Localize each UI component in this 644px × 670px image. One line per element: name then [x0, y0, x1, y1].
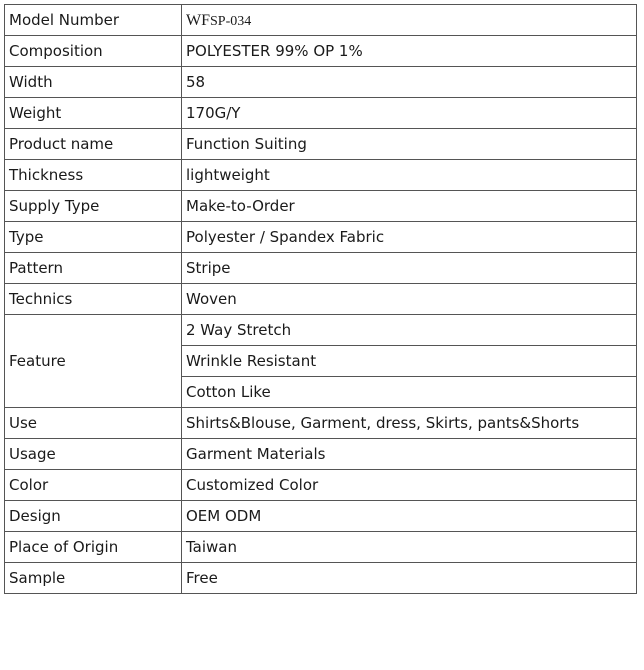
feature-value: Cotton Like — [182, 377, 637, 408]
table-row — [5, 98, 637, 129]
row-value: POLYESTER 99% OP 1% — [182, 36, 637, 67]
table-row — [5, 439, 637, 470]
row-value: Taiwan — [182, 532, 637, 563]
table-row — [5, 315, 637, 346]
use-value: Shirts&Blouse, Garment, dress, Skirts, pants&Shorts — [182, 408, 637, 439]
table-row — [5, 501, 637, 532]
model-suffix: SP-034 — [210, 13, 252, 29]
table-row — [5, 160, 637, 191]
row-value: Function Suiting — [182, 129, 637, 160]
product-spec-table — [4, 4, 637, 594]
use-label: Use — [5, 408, 182, 439]
model-prefix: WF — [186, 11, 210, 29]
row-value: 58 — [182, 67, 637, 98]
table-row — [5, 470, 637, 501]
row-value: Stripe — [182, 253, 637, 284]
row-value — [182, 5, 637, 36]
table-row — [5, 5, 637, 36]
row-label: Pattern — [5, 253, 182, 284]
row-label: Model Number — [5, 5, 182, 36]
feature-label: Feature — [5, 315, 182, 408]
row-label: Product name — [5, 129, 182, 160]
row-label: Place of Origin — [5, 532, 182, 563]
feature-value: 2 Way Stretch — [182, 315, 637, 346]
table-row — [5, 67, 637, 98]
table-row — [5, 408, 637, 439]
table-row — [5, 191, 637, 222]
row-value: lightweight — [182, 160, 637, 191]
row-label: Design — [5, 501, 182, 532]
row-label: Thickness — [5, 160, 182, 191]
row-value: Customized Color — [182, 470, 637, 501]
table-row — [5, 532, 637, 563]
row-label: Technics — [5, 284, 182, 315]
row-label: Usage — [5, 439, 182, 470]
row-label: Composition — [5, 36, 182, 67]
table-row — [5, 36, 637, 67]
row-label: Type — [5, 222, 182, 253]
row-value: Woven — [182, 284, 637, 315]
table-row — [5, 563, 637, 594]
table-row — [5, 129, 637, 160]
row-label: Width — [5, 67, 182, 98]
row-value: Garment Materials — [182, 439, 637, 470]
row-value: Make-to-Order — [182, 191, 637, 222]
row-label: Supply Type — [5, 191, 182, 222]
row-label: Color — [5, 470, 182, 501]
feature-value: Wrinkle Resistant — [182, 346, 637, 377]
row-label: Weight — [5, 98, 182, 129]
row-label: Sample — [5, 563, 182, 594]
row-value: Polyester / Spandex Fabric — [182, 222, 637, 253]
row-value: OEM ODM — [182, 501, 637, 532]
table-row — [5, 284, 637, 315]
table-row — [5, 253, 637, 284]
row-value: 170G/Y — [182, 98, 637, 129]
row-value: Free — [182, 563, 637, 594]
table-row — [5, 222, 637, 253]
